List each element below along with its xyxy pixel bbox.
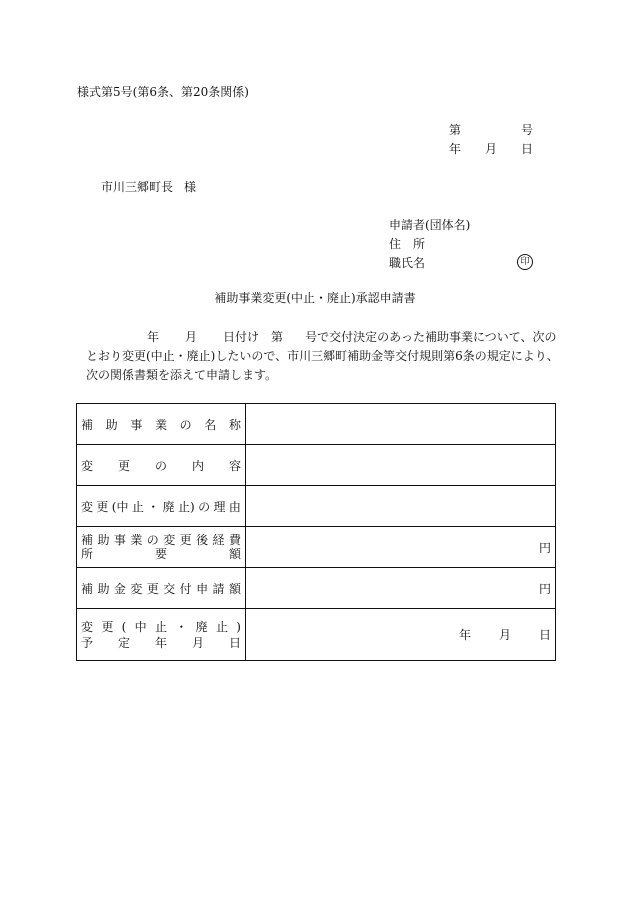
date-month: 月 (485, 142, 498, 156)
label-char: 交 (163, 581, 176, 596)
label-char: 申 (196, 581, 209, 596)
applicant-title-label: 職氏名 (389, 256, 426, 270)
label-char: の (198, 499, 211, 514)
label-char: 更 (117, 458, 130, 473)
addressee: 市川三郷町長 (101, 180, 174, 194)
applicant-block (389, 216, 470, 273)
label-char: 額 (228, 547, 241, 561)
label-char: 容 (228, 458, 241, 473)
body-line-1 (77, 328, 557, 347)
label-char: 称 (228, 417, 241, 432)
date-year: 年 (449, 142, 462, 156)
label-char: 経 (212, 533, 225, 547)
body-paragraph (77, 328, 557, 385)
label-char: 請 (212, 581, 225, 596)
date-day: 日 (521, 142, 534, 156)
label-char: 所 (81, 547, 94, 561)
planned-year: 年 (458, 628, 471, 642)
label-char: 付 (179, 581, 192, 596)
label-char: 助 (97, 581, 110, 596)
yen-unit: 円 (538, 540, 551, 555)
label-char: 金 (113, 581, 126, 596)
applicant-name-label: 申請者(団体名) (389, 218, 471, 232)
label-char: の (179, 417, 192, 432)
label-char: 助 (105, 417, 118, 432)
label-char: 費 (228, 533, 241, 547)
label-char: 由 (228, 499, 241, 514)
body-dated: 日付け (223, 330, 260, 344)
table-row (77, 568, 556, 609)
label-char: 月 (191, 635, 204, 650)
label-char: 要 (154, 547, 167, 561)
planned-date-field[interactable] (246, 609, 556, 661)
label-char: 後 (196, 533, 209, 547)
body-line-2: とおり変更(中止・廃止)したいので、市川三郷町補助金等交付規則第6条の規定により、 (86, 349, 559, 363)
planned-month: 月 (498, 628, 511, 642)
table-row (77, 527, 556, 568)
label-char: 止) (178, 499, 195, 514)
label-char: 廃 (195, 619, 208, 634)
body-year: 年 (147, 330, 160, 344)
label-char: 業 (154, 417, 167, 432)
label-char: 変 (163, 533, 176, 547)
label-char: 予 (81, 635, 94, 650)
body-no: 第 (271, 330, 284, 344)
change-content-field[interactable] (246, 445, 556, 486)
label-char: 変 (81, 458, 94, 473)
label-char: 日 (228, 635, 241, 650)
label-char: 廃 (162, 499, 175, 514)
application-table (76, 403, 556, 661)
form-number: 様式第5号(第6条、第20条関係) (77, 85, 249, 99)
label-char: 更 (101, 619, 114, 634)
label-char: 止 (215, 619, 228, 634)
address-label-char-1: 住 (389, 237, 402, 251)
address-label-char-2: 所 (413, 237, 426, 251)
label-char: 業 (130, 533, 143, 547)
change-reason-field[interactable] (246, 486, 556, 527)
table-row (77, 486, 556, 527)
label-char: 中 (134, 619, 147, 634)
label-char: 額 (228, 581, 241, 596)
yen-unit: 円 (538, 581, 551, 596)
label-char: ・ (147, 499, 160, 514)
table-row (77, 445, 556, 486)
planned-day: 日 (538, 628, 551, 642)
label-char: 変 (81, 619, 94, 634)
change-content-label (77, 445, 246, 486)
revised-cost-field[interactable] (246, 527, 556, 568)
planned-date-label (77, 609, 246, 661)
label-char: 事 (113, 533, 126, 547)
label-char: 更 (146, 581, 159, 596)
label-char: 名 (204, 417, 217, 432)
addressee-honorific: 様 (184, 180, 197, 194)
label-char: ) (236, 619, 241, 634)
label-char: 年 (154, 635, 167, 650)
table-row (77, 609, 556, 661)
label-char: 更 (179, 533, 192, 547)
revised-cost-label (77, 527, 246, 568)
label-char: の (154, 458, 167, 473)
label-char: 理 (213, 499, 226, 514)
document-number-prefix: 第 (449, 123, 462, 137)
label-char: 補 (81, 581, 94, 596)
label-char: の (146, 533, 159, 547)
applicant-address-label (389, 235, 470, 254)
subsidy-change-amount-label (77, 568, 246, 609)
label-char: 止 (154, 619, 167, 634)
label-char: 補 (81, 533, 94, 547)
label-char: 事 (130, 417, 143, 432)
document-title: 補助事業変更(中止・廃止)承認申請書 (214, 291, 416, 305)
document-number-suffix: 号 (521, 123, 534, 137)
label-char: 変 (81, 499, 94, 514)
label-char: 変 (130, 581, 143, 596)
body-month: 月 (185, 330, 198, 344)
label-char: ・ (175, 619, 188, 634)
label-char: 止 (131, 499, 144, 514)
project-name-label (77, 404, 246, 445)
seal-mark: 印 (517, 254, 533, 270)
change-reason-label (77, 486, 246, 527)
subsidy-change-amount-field[interactable] (246, 568, 556, 609)
label-char: 更 (96, 499, 109, 514)
label-char: 補 (81, 417, 94, 432)
label-char: ( (121, 619, 127, 634)
table-row (77, 404, 556, 445)
label-char: 内 (191, 458, 204, 473)
body-line-1-rest: 号で交付決定のあった補助事業について、次の (305, 330, 557, 344)
label-char: (中 (111, 499, 129, 514)
label-char: 定 (117, 635, 130, 650)
body-line-3: 次の関係書類を添えて申請します。 (86, 368, 278, 382)
project-name-field[interactable] (246, 404, 556, 445)
label-char: 助 (97, 533, 110, 547)
